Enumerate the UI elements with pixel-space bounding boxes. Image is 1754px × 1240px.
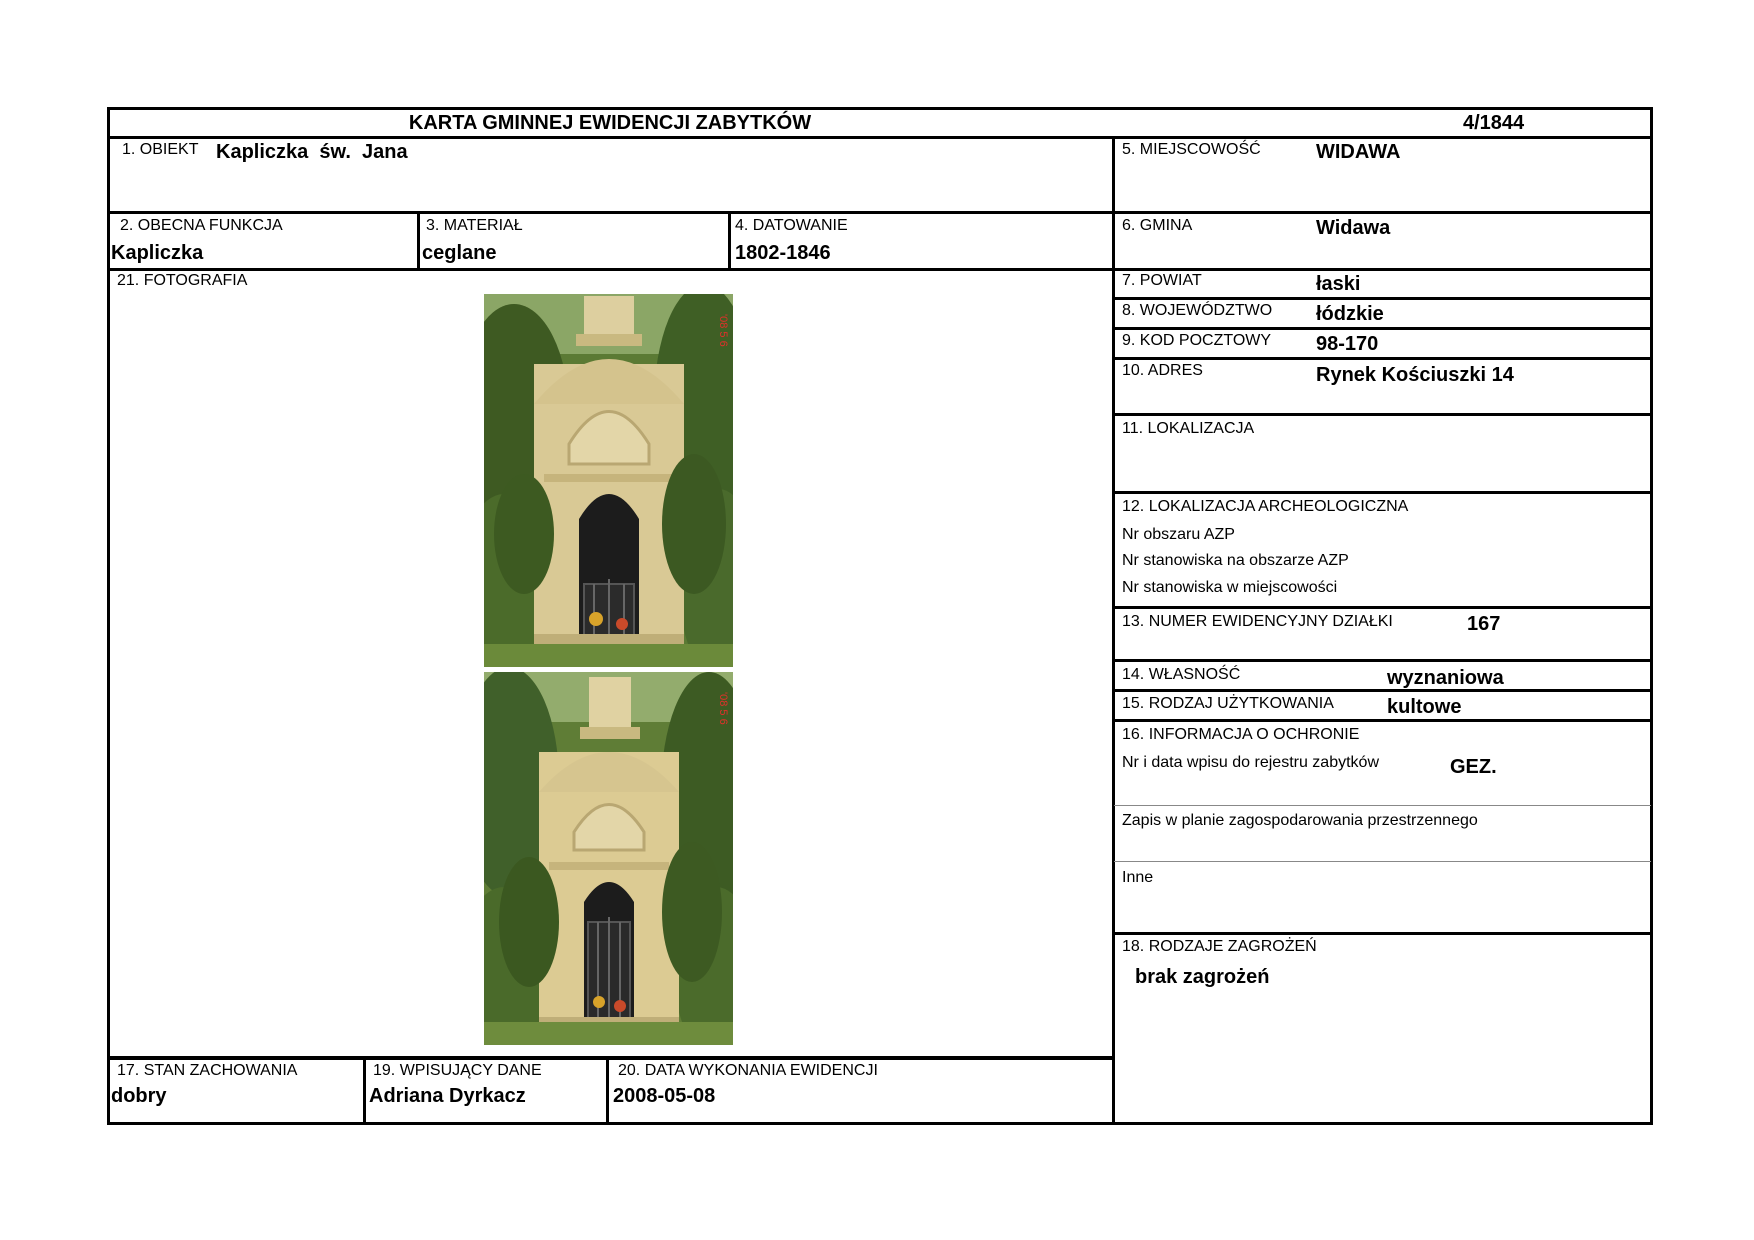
rule-right-11: [1112, 719, 1653, 722]
rule-right-9: [1112, 659, 1653, 662]
data-label: 20. DATA WYKONANIA EWIDENCJI: [618, 1062, 878, 1079]
wojewodztwo-label: 8. WOJEWÓDZTWO: [1122, 302, 1273, 319]
dzialka-value: 167: [1467, 613, 1501, 635]
wlasnosc-value: wyznaniowa: [1387, 667, 1504, 689]
obiekt-value: Kapliczka św. Jana: [216, 141, 408, 163]
rule-right-1: [1112, 211, 1653, 214]
column-divider: [1112, 136, 1115, 1125]
archeo-label: 12. LOKALIZACJA ARCHEOLOGICZNA: [1122, 498, 1409, 515]
ochrona-rejestr-value: GEZ.: [1450, 756, 1497, 778]
card-title: KARTA GMINNEJ EWIDENCJI ZABYTKÓW: [408, 112, 812, 134]
wpisujacy-value: Adriana Dyrkacz: [369, 1085, 526, 1107]
zagrozenia-label: 18. RODZAJE ZAGROŻEŃ: [1122, 938, 1317, 955]
stan-label: 17. STAN ZACHOWANIA: [117, 1062, 298, 1079]
svg-text:'08 5 6: '08 5 6: [717, 314, 729, 347]
wpisujacy-label: 19. WPISUJĄCY DANE: [373, 1062, 542, 1079]
rule-right-7: [1112, 491, 1653, 494]
card-frame: [107, 107, 1653, 1125]
powiat-value: łaski: [1316, 273, 1361, 295]
material-label: 3. MATERIAŁ: [426, 217, 523, 234]
rule-right-12: [1112, 932, 1653, 935]
ochrona-plan-label: Zapis w planie zagospodarowania przestrzennego: [1122, 812, 1478, 829]
wlasnosc-label: 14. WŁASNOŚĆ: [1122, 666, 1241, 683]
rule-right-8: [1112, 606, 1653, 609]
lokalizacja-label: 11. LOKALIZACJA: [1122, 420, 1255, 437]
archeo-line1: Nr obszaru AZP: [1122, 526, 1235, 543]
chapel-photo-1: [484, 294, 733, 667]
rule-left-1: [107, 211, 1113, 214]
rule-right-thin-2: [1114, 861, 1651, 862]
powiat-label: 7. POWIAT: [1122, 272, 1202, 289]
datowanie-value: 1802-1846: [735, 242, 831, 264]
miejscowosc-value: WIDAWA: [1316, 141, 1401, 163]
rule-v-wpisujacy: [606, 1056, 609, 1125]
datowanie-label: 4. DATOWANIE: [735, 217, 848, 234]
kod-label: 9. KOD POCZTOWY: [1122, 332, 1272, 349]
uzytkowanie-label: 15. RODZAJ UŻYTKOWANIA: [1122, 695, 1334, 712]
material-value: ceglane: [422, 242, 497, 264]
rule-v-funkcja: [417, 211, 420, 269]
funkcja-value: Kapliczka: [111, 242, 204, 264]
ochrona-label: 16. INFORMACJA O OCHRONIE: [1122, 726, 1360, 743]
svg-text:'08 5 6: '08 5 6: [717, 692, 729, 725]
rule-right-4: [1112, 327, 1653, 330]
fotografia-label: 21. FOTOGRAFIA: [117, 272, 248, 289]
archeo-line3: Nr stanowiska w miejscowości: [1122, 579, 1338, 596]
miejscowosc-label: 5. MIEJSCOWOŚĆ: [1122, 141, 1261, 158]
obiekt-label: 1. OBIEKT: [122, 141, 199, 158]
card-number: 4/1844: [1463, 112, 1525, 134]
archeo-line2: Nr stanowiska na obszarze AZP: [1122, 552, 1349, 569]
rule-right-10: [1112, 689, 1653, 692]
zagrozenia-value: brak zagrożeń: [1135, 966, 1270, 988]
uzytkowanie-value: kultowe: [1387, 696, 1462, 718]
rule-right-2: [1112, 268, 1653, 271]
data-value: 2008-05-08: [613, 1085, 716, 1107]
header-divider: [107, 136, 1653, 139]
funkcja-label: 2. OBECNA FUNKCJA: [120, 217, 283, 234]
rule-v-stan: [363, 1056, 366, 1125]
rule-right-6: [1112, 413, 1653, 416]
wojewodztwo-value: łódzkie: [1316, 303, 1384, 325]
gmina-value: Widawa: [1316, 217, 1391, 239]
ochrona-rejestr-label: Nr i data wpisu do rejestru zabytków: [1122, 754, 1379, 771]
rule-right-3: [1112, 297, 1653, 300]
kod-value: 98-170: [1316, 333, 1379, 355]
rule-left-2: [107, 268, 1113, 271]
ochrona-inne-label: Inne: [1122, 869, 1154, 886]
rule-left-3: [107, 1056, 1113, 1060]
gmina-label: 6. GMINA: [1122, 217, 1193, 234]
rule-right-5: [1112, 357, 1653, 360]
rule-right-thin-1: [1114, 805, 1651, 806]
adres-label: 10. ADRES: [1122, 362, 1203, 379]
chapel-photo-2: [484, 672, 733, 1045]
dzialka-label: 13. NUMER EWIDENCYJNY DZIAŁKI: [1122, 613, 1393, 630]
adres-value: Rynek Kościuszki 14: [1316, 364, 1514, 386]
rule-v-material: [728, 211, 731, 269]
stan-value: dobry: [111, 1085, 167, 1107]
